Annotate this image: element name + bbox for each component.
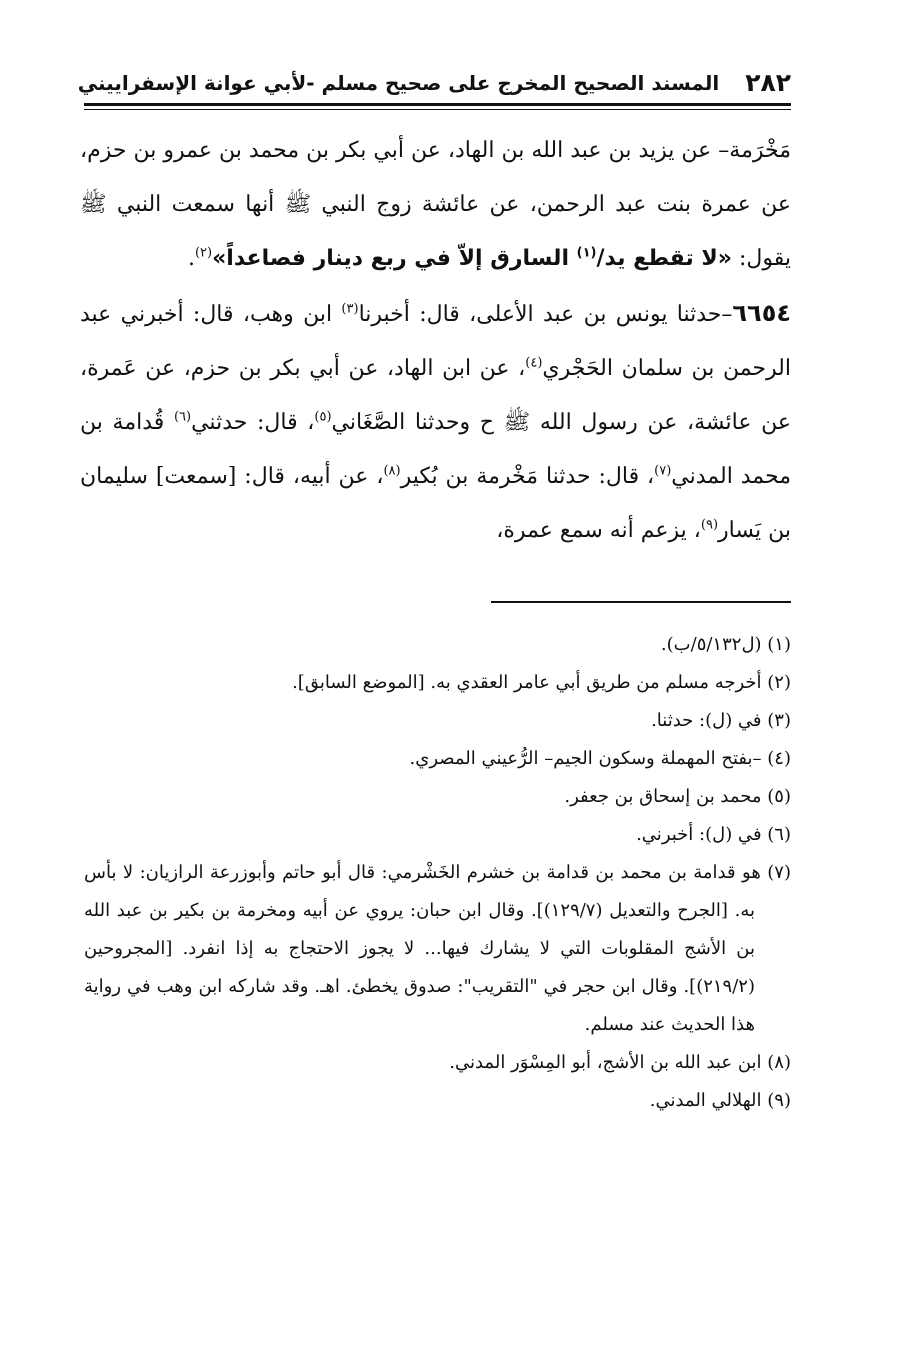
text-segment: ، عن ابن الهاد، عن أبي بكر بن حزم، عن عَمرة، عن عائشة، عن رسول الله ﷺ ح وحدثنا الصَّغَاني [80, 356, 791, 435]
paragraph-hadith [80, 286, 791, 558]
footnote-8: (٨) ابن عبد الله بن الأشج، أبو المِسْوَر المدني. [449, 1052, 791, 1073]
footnote-ref: (٦) [173, 409, 192, 425]
text-segment: مَخْرَمة– عن يزيد بن عبد الله بن الهاد، عن أبي بكر بن محمد بن عمرو بن حزم، عن عمرة بنت عبد الرحمن، عن عائشة زوج النبي ﷺ أنها سمعت النبي ﷺ يقول: [80, 138, 791, 271]
text-segment: –حدثنا يونس بن عبد الأعلى، قال: أخبرنا [358, 302, 733, 327]
footnote-ref: (٧) [654, 463, 672, 479]
quote-open: «لا تقطع يد/ [596, 246, 732, 271]
footnote-ref: (٢) [194, 245, 213, 261]
paragraph-continuation [80, 124, 791, 286]
footnote-ref: (٣) [341, 301, 359, 317]
footnote-ref: (٤) [525, 355, 543, 371]
footnote-2: (٢) أخرجه مسلم من طريق أبي عامر العقدي به. [الموضع السابق]. [292, 672, 791, 693]
footnote-9: (٩) الهلالي المدني. [649, 1090, 791, 1111]
footnote-ref: (٩) [700, 517, 719, 533]
footnote-ref: (١) [576, 245, 597, 261]
running-title: المسند الصحيح المخرج على صحيح مسلم -لأبي عوانة الإسفراييني [77, 71, 720, 95]
footnote-1: (١) (ل٥/١٣٢/ب). [660, 634, 791, 655]
footnote-7: (٧) هو قدامة بن محمد بن قدامة بن خشرم الخَشْرمي: قال أبو حاتم وأبوزرعة الرازيان: لا بأس به. [الجرح والتعديل (١٢٩/٧)]. وقال ابن حبان: يروي عن أبيه ومخرمة بن بكير بن عبد الله بن الأشج المقلوبات التي لا يشارك فيها... لا يجوز الاحتجاج به إذا انفرد. [المجروحين (٢١٩/٢)]. وقال ابن حجر في "التقريب": صدوق يخطئ. اهـ. وقد شاركه ابن وهب في رواية هذا الحديث عند مسلم. [84, 862, 791, 1035]
page-number: ٢٨٢ [745, 68, 791, 97]
hadith-number: ٦٦٥٤ [732, 299, 791, 327]
hadith-quote [212, 246, 732, 271]
footnote-5: (٥) محمد بن إسحاق بن جعفر. [564, 786, 791, 807]
text-segment: ابن وهب، قال: أخبرني عبد الرحمن بن سلمان الحَجْري [80, 302, 791, 381]
text-segment: ، قال: حدثني [191, 410, 315, 435]
quote-rest: السارق إلاّ في ربع دينار فصاعداً» [212, 246, 577, 271]
header-rule [84, 103, 791, 106]
text-segment: قُدامة بن محمد المدني [80, 410, 791, 489]
footnote-separator [491, 601, 791, 603]
text-segment: ، عن أبيه، قال: [سمعت] سليمان بن يَسار [80, 464, 791, 543]
text-segment: ، قال: حدثنا مَخْرمة بن بُكير [400, 464, 655, 489]
header-rule-thin [84, 109, 791, 110]
footnote-4: (٤) –بفتح المهملة وسكون الجيم– الرُّعيني المصري. [409, 748, 791, 769]
text-segment: . [187, 246, 195, 271]
main-text [80, 124, 791, 558]
footnote-ref: (٨) [383, 463, 401, 479]
footnotes [84, 626, 791, 1120]
footnote-6: (٦) في (ل): أخبرني. [636, 824, 791, 845]
running-header [77, 62, 791, 98]
text-segment: ، يزعم أنه سمع عمرة، [496, 518, 701, 543]
footnote-3: (٣) في (ل): حدثنا. [651, 710, 791, 731]
footnote-ref: (٥) [314, 409, 332, 425]
